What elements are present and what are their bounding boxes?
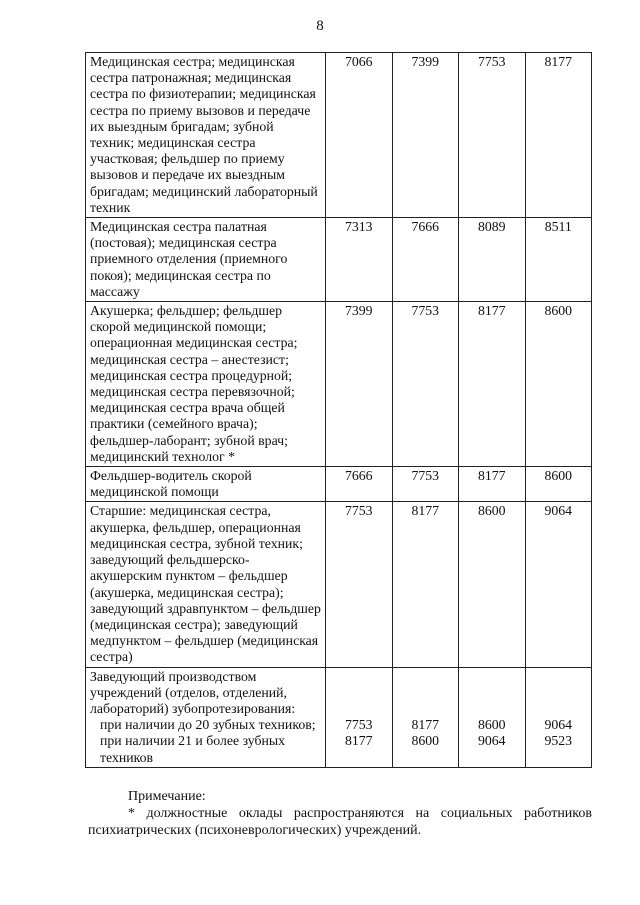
salary-value-cell: 8511 [525, 218, 592, 302]
salary-value-cell: 8600 [525, 467, 592, 502]
salary-value: 9064 [544, 717, 573, 733]
salary-value-cell: 7666 [392, 218, 459, 302]
salary-value-cell: 8177 [459, 467, 526, 502]
salary-value-cell [326, 667, 393, 767]
salary-value: 9064 [477, 733, 506, 749]
table-row [86, 218, 592, 302]
salary-value-cell [525, 667, 592, 767]
salary-value-cell: 7753 [326, 502, 393, 667]
salary-value-cell: 7753 [392, 302, 459, 467]
salary-value-cell: 8600 [525, 302, 592, 467]
salary-value-cell: 7313 [326, 218, 393, 302]
salary-value-cell [459, 667, 526, 767]
salary-value-cell: 8177 [459, 302, 526, 467]
position-cell: Акушерка; фельдшер; фельдшер скорой медицинской помощи; операционная медицинская сестра; медицинская сестра – анестезист; медицинская сестра процедурной; медицинская сестра перевязочной; медицинская сестра врача общей практики (семейного врача); фельдшер-лаборант; зубной врач; медицинский технолог * [86, 302, 326, 467]
salary-value-cell: 7753 [459, 53, 526, 218]
table-row [86, 667, 592, 767]
position-heading: Заведующий производством учреждений (отделов, отделений, лабораторий) зубопротезирования: [90, 668, 296, 716]
salary-value-cell: 7066 [326, 53, 393, 218]
salary-value-cell: 8177 [525, 53, 592, 218]
salary-value-cell: 8177 [392, 502, 459, 667]
salary-value-cell: 7753 [392, 467, 459, 502]
note-text: * должностные оклады распространяются на социальных работников психиатрических (психоневрологических) учреждений. [88, 806, 592, 838]
salary-value: 7753 [344, 717, 373, 733]
salary-table [85, 52, 592, 768]
position-cell: Старшие: медицинская сестра, акушерка, фельдшер, операционная медицинская сестра, зубной техник; заведующий фельдшерско-акушерским пунктом – фельдшер (акушерка, медицинская сестра); заведующий здравпунктом – фельдшер (медицинская сестра); заведующий медпунктом – фельдшер (медицинская сестра) [86, 502, 326, 667]
salary-value: 9523 [544, 733, 573, 749]
table-row [86, 502, 592, 667]
table-row [86, 302, 592, 467]
position-cell: Фельдшер-водитель скорой медицинской помощи [86, 467, 326, 502]
salary-value-cell: 8600 [459, 502, 526, 667]
position-cell: Медицинская сестра; медицинская сестра патронажная; медицинская сестра по физиотерапии; медицинская сестра по приему вызовов и передаче их выездным бригадам; зубной техник; медицинская сестра участковая; фельдшер по приему вызовов и передаче их выездным бригадам; медицинский лабораторный техник [86, 53, 326, 218]
position-subitem: при наличии 21 и более зубных техников [100, 733, 286, 765]
position-cell [86, 667, 326, 767]
position-subitem: при наличии до 20 зубных техников; [100, 717, 316, 733]
salary-value-cell [392, 667, 459, 767]
salary-value-cell: 7399 [326, 302, 393, 467]
salary-value: 8177 [344, 733, 373, 749]
position-cell: Медицинская сестра палатная (постовая); медицинская сестра приемного отделения (приемного покоя); медицинская сестра по массажу [86, 218, 326, 302]
note-title: Примечание: [128, 789, 206, 804]
salary-value-cell: 8089 [459, 218, 526, 302]
table-row [86, 467, 592, 502]
salary-value: 8600 [411, 733, 440, 749]
salary-value: 8177 [411, 717, 440, 733]
salary-value-cell: 9064 [525, 502, 592, 667]
salary-value: 8600 [477, 717, 506, 733]
page-number: 8 [316, 18, 324, 34]
salary-value-cell: 7666 [326, 467, 393, 502]
table-row [86, 53, 592, 218]
salary-value-cell: 7399 [392, 53, 459, 218]
